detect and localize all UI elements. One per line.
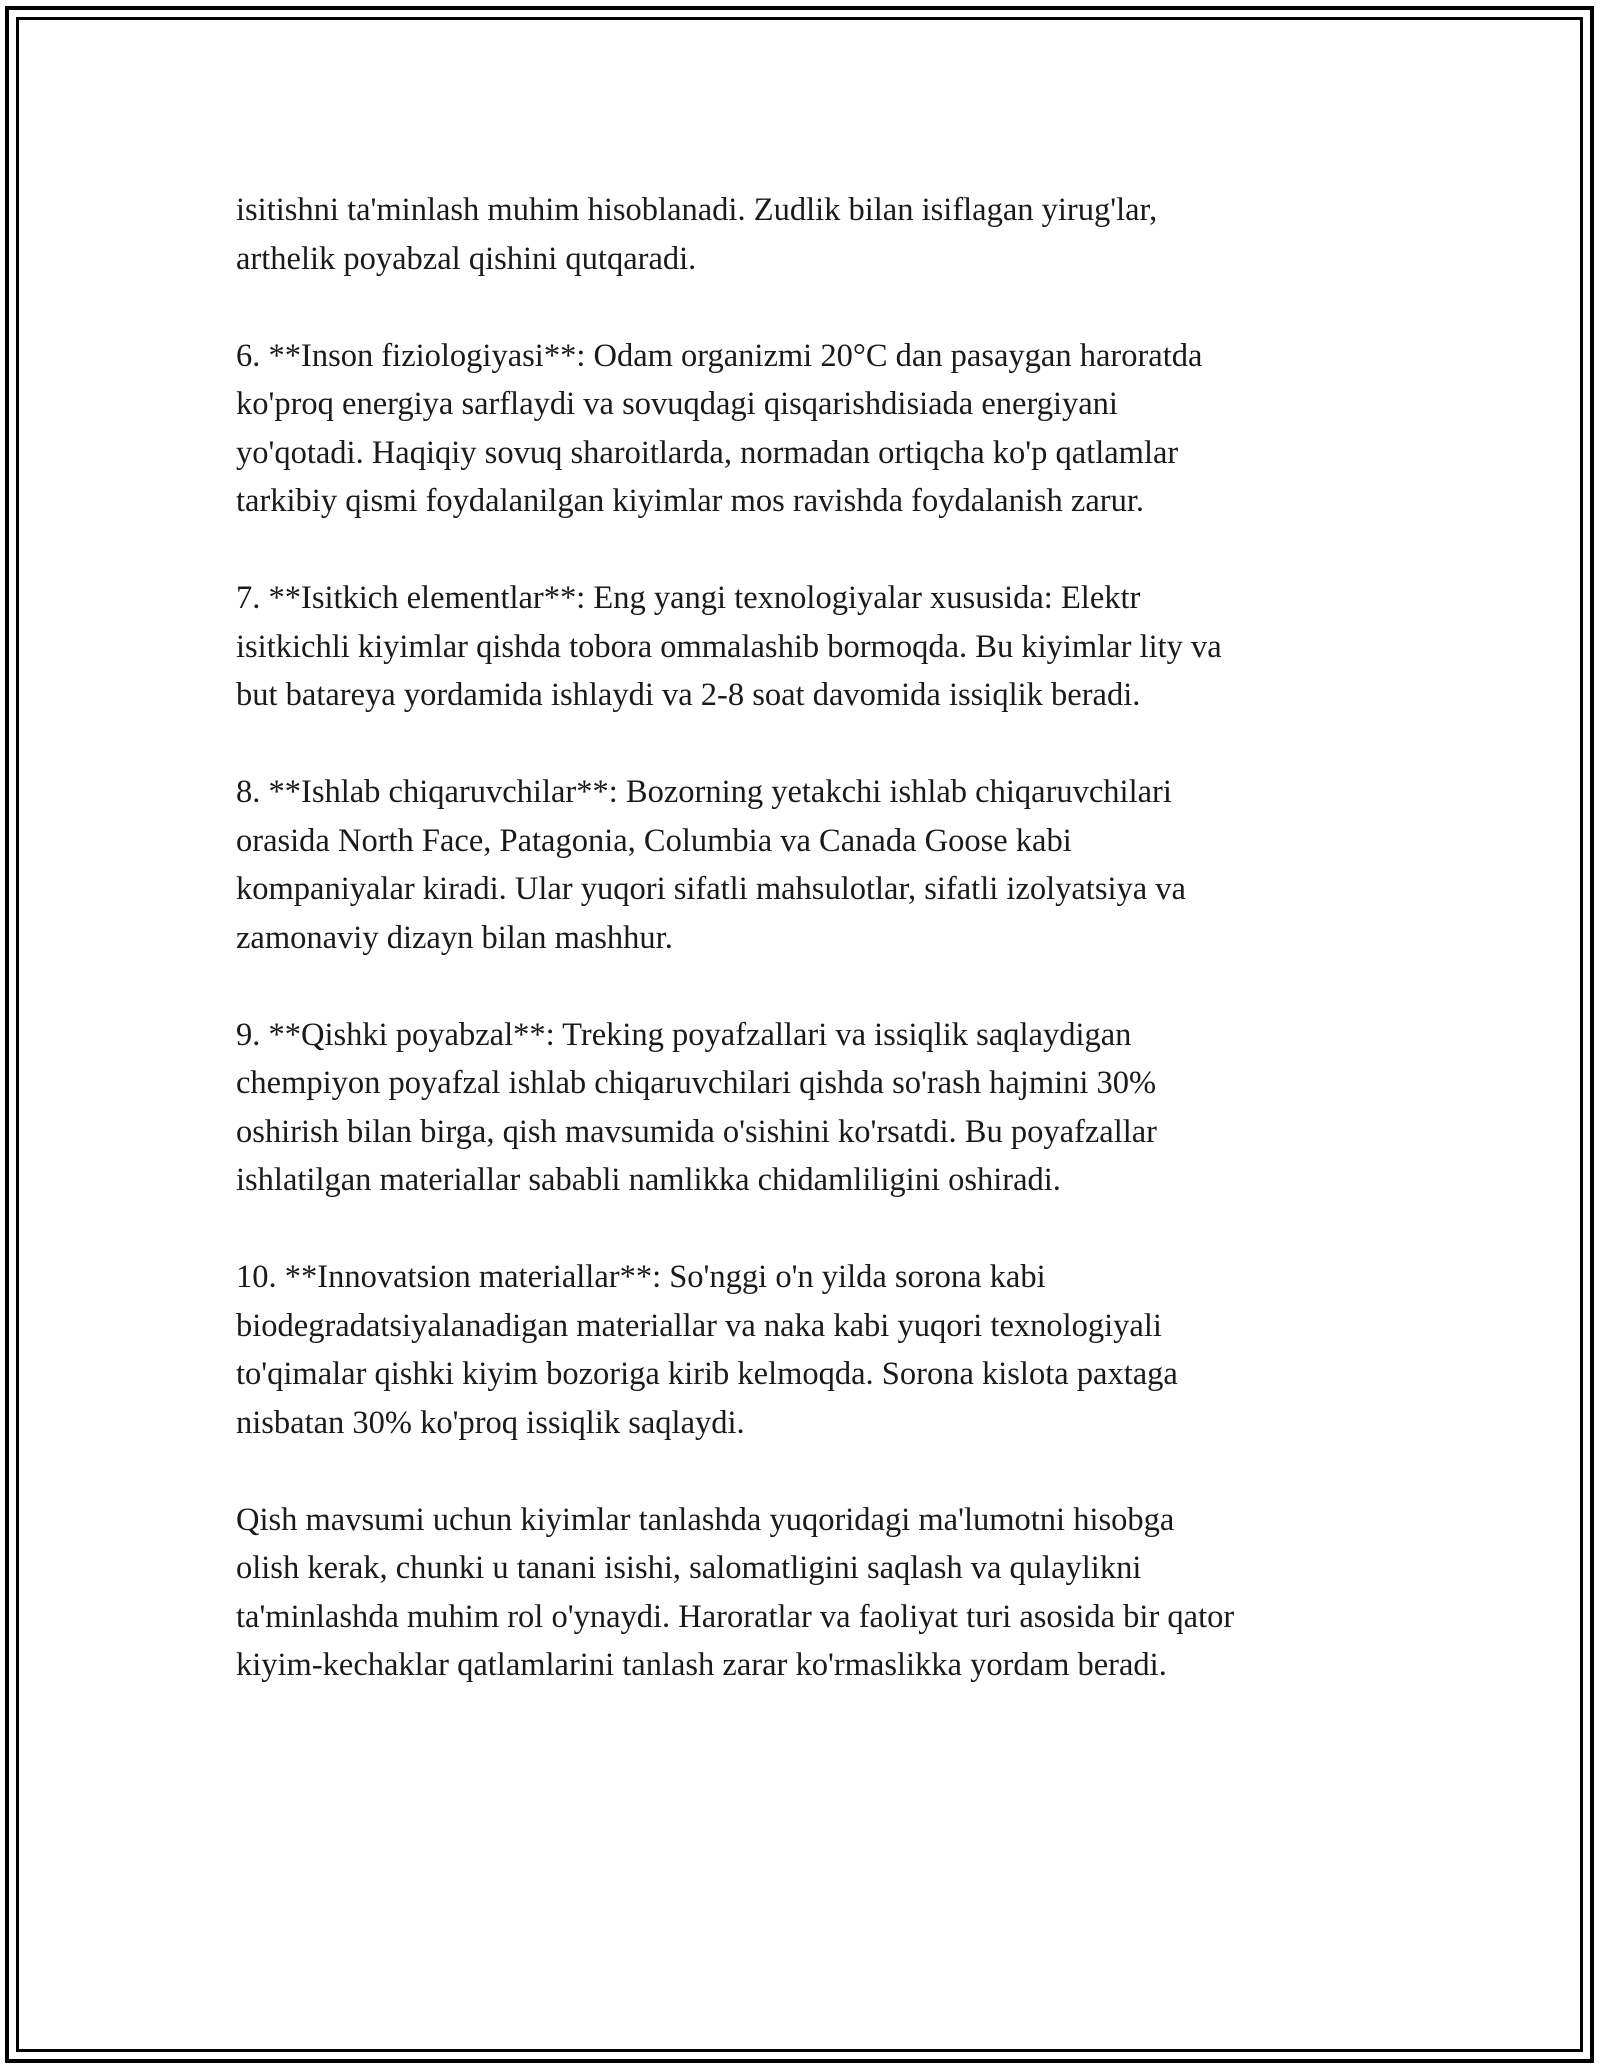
text-line: 8. **Ishlab chiqaruvchilar**: Bozorning yetakchi ishlab chiqaruvchilari [236, 774, 1172, 810]
text-line: biodegradatsiyalanadigan materiallar va naka kabi yuqori texnologiyali [236, 1307, 1162, 1344]
text-line: nisbatan 30% ko'proq issiqlik saqlaydi. [236, 1404, 745, 1441]
text-line: chempiyon poyafzal ishlab chiqaruvchilari qishda so'rash hajmini 30% [236, 1065, 1157, 1101]
paragraph-item-8 [236, 768, 1376, 962]
text-line: orasida North Face, Patagonia, Columbia va Canada Goose kabi [236, 822, 1072, 859]
paragraph-continuation [236, 186, 1376, 283]
text-line: 10. **Innovatsion materiallar**: So'nggi o'n yilda sorona kabi [236, 1259, 1046, 1295]
paragraph-item-9 [236, 1011, 1376, 1205]
text-line: kiyim-kechaklar qatlamlarini tanlash zarar ko'rmaslikka yordam beradi. [236, 1647, 1167, 1683]
text-line: kompaniyalar kiradi. Ular yuqori sifatli mahsulotlar, sifatli izolyatsiya va [236, 871, 1186, 907]
text-line: olish kerak, chunki u tanani isishi, salomatligini saqlash va qulaylikni [236, 1550, 1142, 1586]
text-line: ta'minlashda muhim rol o'ynaydi. Haroratlar va faoliyat turi asosida bir qator [236, 1598, 1235, 1635]
text-line: but batareya yordamida ishlaydi va 2-8 soat davomida issiqlik beradi. [236, 677, 1141, 713]
text-line: zamonaviy dizayn bilan mashhur. [236, 919, 673, 956]
text-line: Qish mavsumi uchun kiyimlar tanlashda yuqoridagi ma'lumotni hisobga [236, 1501, 1175, 1538]
text-line: tarkibiy qismi foydalanilgan kiyimlar mos ravishda foydalanish zarur. [236, 483, 1144, 519]
text-line: ko'proq energiya sarflaydi va sovuqdagi qisqarishdisiada energiyani [236, 386, 1118, 422]
text-line: ishlatilgan materiallar sababli namlikka chidamliligini oshiradi. [236, 1162, 1061, 1198]
text-line: 7. **Isitkich elementlar**: Eng yangi texnologiyalar xususida: Elektr [236, 580, 1141, 616]
text-line: 6. **Inson fiziologiyasi**: Odam organizmi 20°C dan pasaygan haroratda [236, 337, 1203, 374]
text-line: 9. **Qishki poyabzal**: Treking poyafzallari va issiqlik saqlaydigan [236, 1016, 1132, 1053]
text-line: to'qimalar qishki kiyim bozoriga kirib kelmoqda. Sorona kislota paxtaga [236, 1356, 1178, 1392]
paragraph-item-7 [236, 574, 1376, 720]
paragraph-item-6 [236, 332, 1376, 526]
text-line: arthelik poyabzal qishini qutqaradi. [236, 240, 697, 277]
document-body [236, 186, 1376, 1738]
paragraph-conclusion [236, 1496, 1376, 1690]
text-line: isitishni ta'minlash muhim hisoblanadi. Zudlik bilan isiflagan yirug'lar, [236, 192, 1158, 228]
text-line: oshirish bilan birga, qish mavsumida o'sishini ko'rsatdi. Bu poyafzallar [236, 1113, 1157, 1150]
text-line: isitkichli kiyimlar qishda tobora ommalashib bormoqda. Bu kiyimlar lity va [236, 628, 1222, 665]
paragraph-item-10 [236, 1253, 1376, 1447]
text-line: yo'qotadi. Haqiqiy sovuq sharoitlarda, normadan ortiqcha ko'p qatlamlar [236, 434, 1179, 471]
